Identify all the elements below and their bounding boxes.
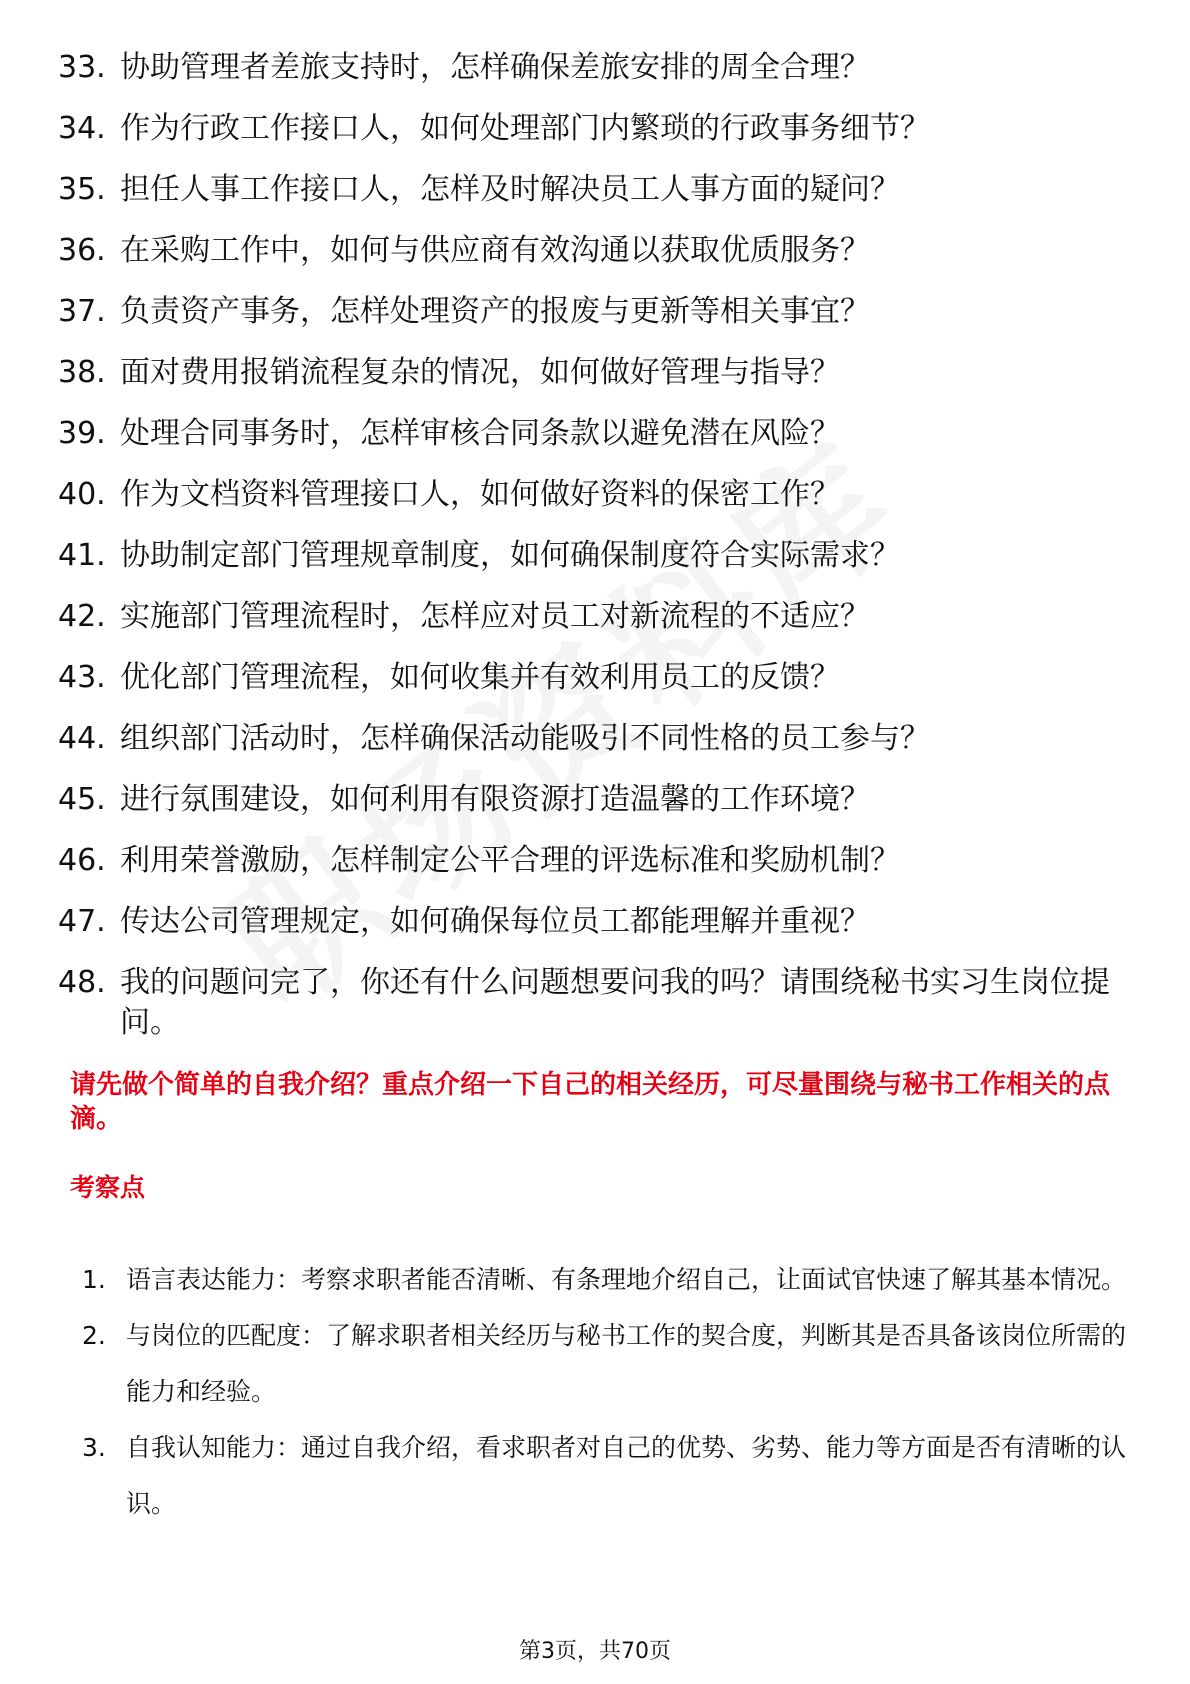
question-text: 负责资产事务，怎样处理资产的报废与更新等相关事宜？ xyxy=(120,294,870,329)
question-item xyxy=(58,231,1133,271)
question-item xyxy=(58,292,1133,332)
question-item xyxy=(58,48,1133,88)
question-text: 处理合同事务时，怎样审核合同条款以避免潜在风险？ xyxy=(120,416,840,451)
question-text: 进行氛围建设，如何利用有限资源打造温馨的工作环境？ xyxy=(120,782,870,817)
question-number: 47. xyxy=(58,904,106,939)
assessment-point xyxy=(82,1308,1132,1420)
question-item xyxy=(58,841,1133,881)
question-text: 作为文档资料管理接口人，如何做好资料的保密工作？ xyxy=(120,477,840,512)
point-text: 自我认知能力：通过自我介绍，看求职者对自己的优势、劣势、能力等方面是否有清晰的认识。 xyxy=(126,1433,1127,1518)
assessment-point xyxy=(82,1420,1132,1532)
question-text: 协助制定部门管理规章制度，如何确保制度符合实际需求？ xyxy=(120,538,900,573)
question-text: 在采购工作中，如何与供应商有效沟通以获取优质服务？ xyxy=(120,233,870,268)
question-item xyxy=(58,475,1133,515)
question-item xyxy=(58,597,1133,637)
question-text: 作为行政工作接口人，如何处理部门内繁琐的行政事务细节？ xyxy=(120,111,930,146)
question-item xyxy=(58,780,1133,820)
point-number: 3. xyxy=(82,1433,106,1462)
question-text: 组织部门活动时，怎样确保活动能吸引不同性格的员工参与？ xyxy=(120,721,930,756)
question-number: 42. xyxy=(58,599,106,634)
question-number: 48. xyxy=(58,965,106,1000)
question-text: 传达公司管理规定，如何确保每位员工都能理解并重视？ xyxy=(120,904,870,939)
question-item xyxy=(58,536,1133,576)
question-number: 38. xyxy=(58,355,106,390)
point-text: 语言表达能力：考察求职者能否清晰、有条理地介绍自己，让面试官快速了解其基本情况。 xyxy=(126,1265,1127,1294)
question-item xyxy=(58,963,1133,1043)
question-item xyxy=(58,719,1133,759)
question-number: 35. xyxy=(58,172,106,207)
question-text: 担任人事工作接口人，怎样及时解决员工人事方面的疑问？ xyxy=(120,172,900,207)
question-text: 实施部门管理流程时，怎样应对员工对新流程的不适应？ xyxy=(120,599,870,634)
question-text: 面对费用报销流程复杂的情况，如何做好管理与指导？ xyxy=(120,355,840,390)
page-footer: 第3页，共70页 xyxy=(519,1639,671,1664)
question-number: 36. xyxy=(58,233,106,268)
question-number: 34. xyxy=(58,111,106,146)
question-item xyxy=(58,170,1133,210)
question-item xyxy=(58,353,1133,393)
question-item xyxy=(58,658,1133,698)
question-item xyxy=(58,902,1133,942)
question-number: 33. xyxy=(58,50,106,85)
question-number: 40. xyxy=(58,477,106,512)
question-number: 37. xyxy=(58,294,106,329)
question-text: 我的问题问完了，你还有什么问题想要问我的吗？请围绕秘书实习生岗位提问。 xyxy=(120,965,1110,1040)
question-number: 43. xyxy=(58,660,106,695)
question-number: 41. xyxy=(58,538,106,573)
interview-prompt: 请先做个简单的自我介绍？重点介绍一下自己的相关经历，可尽量围绕与秘书工作相关的点滴。 xyxy=(70,1070,1111,1134)
question-text: 优化部门管理流程，如何收集并有效利用员工的反馈？ xyxy=(120,660,840,695)
point-text: 与岗位的匹配度：了解求职者相关经历与秘书工作的契合度，判断其是否具备该岗位所需的能力和经验。 xyxy=(126,1321,1127,1406)
question-item xyxy=(58,414,1133,454)
assessment-points-list xyxy=(82,1252,1132,1532)
question-number: 45. xyxy=(58,782,106,817)
question-number: 39. xyxy=(58,416,106,451)
point-number: 2. xyxy=(82,1321,106,1350)
section-heading: 考察点 xyxy=(70,1173,146,1202)
question-list xyxy=(58,48,1133,1064)
question-text: 协助管理者差旅支持时，怎样确保差旅安排的周全合理？ xyxy=(120,50,870,85)
question-number: 44. xyxy=(58,721,106,756)
question-item xyxy=(58,109,1133,149)
point-number: 1. xyxy=(82,1265,106,1294)
question-text: 利用荣誉激励，怎样制定公平合理的评选标准和奖励机制？ xyxy=(120,843,900,878)
assessment-point xyxy=(82,1252,1132,1308)
question-number: 46. xyxy=(58,843,106,878)
